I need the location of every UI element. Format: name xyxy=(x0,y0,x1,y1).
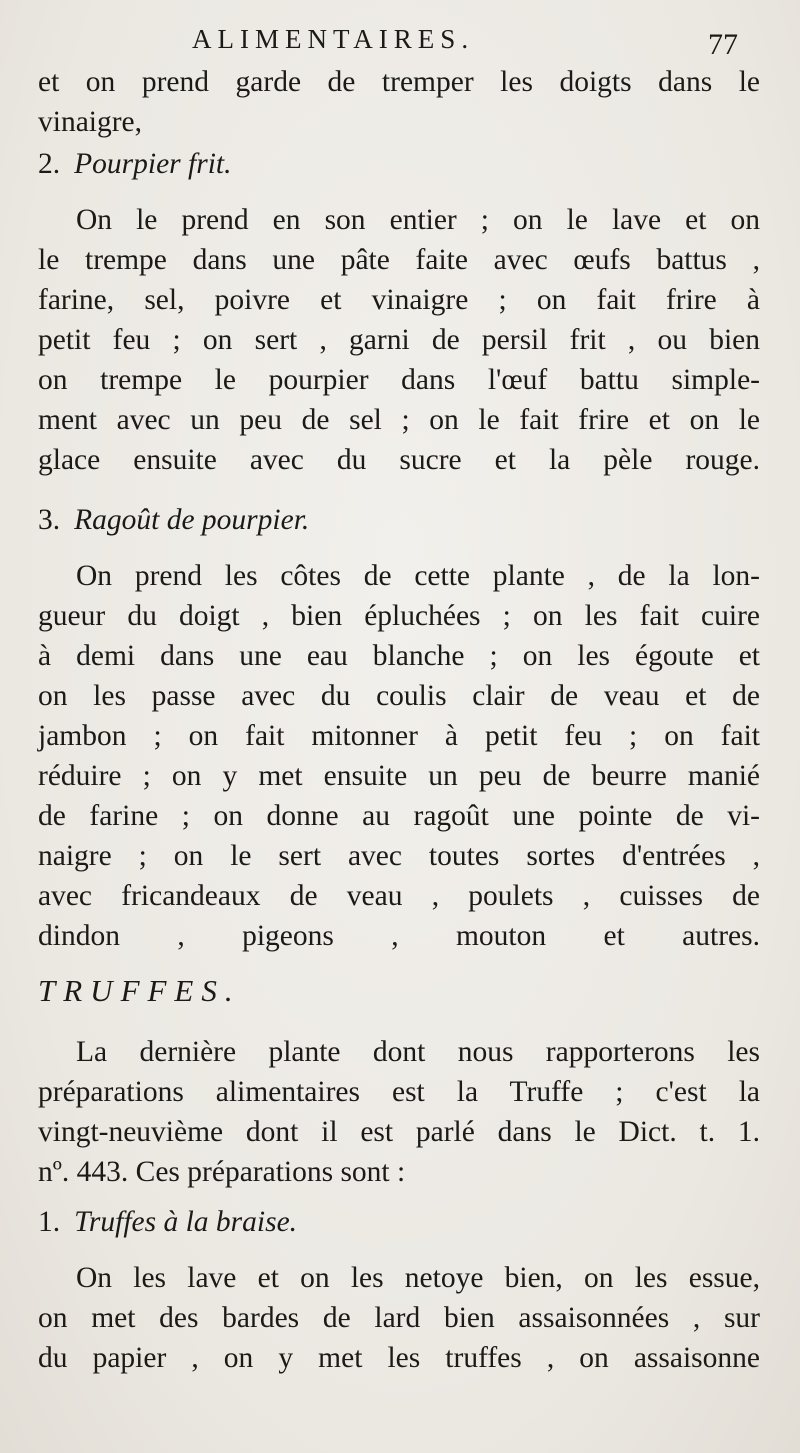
text-line: naigre ; on le sert avec toutes sortes d'entrées , xyxy=(38,840,760,872)
subheading-number: 1. xyxy=(38,1206,61,1238)
text-line: du papier , on y met les truffes , on assaisonne xyxy=(38,1342,760,1374)
text-line: on met des bardes de lard bien assaisonnées , sur xyxy=(38,1302,760,1334)
page-number: 77 xyxy=(708,28,738,61)
text-line: jambon ; on fait mitonner à petit feu ; on fait xyxy=(38,720,760,752)
text-line: glace ensuite avec du sucre et la pèle rouge. xyxy=(38,444,760,476)
text-line: On les lave et on les netoye bien, on les essue, xyxy=(76,1262,760,1294)
text-line: de farine ; on donne au ragoût une pointe de vi- xyxy=(38,800,760,832)
subheading-title: Ragoût de pourpier. xyxy=(74,504,310,536)
section-title-truffes: TRUFFES. xyxy=(38,973,241,1008)
paragraph-truffes-intro xyxy=(38,1032,760,1192)
text-line: réduire ; on y met ensuite un peu de beurre manié xyxy=(38,760,760,792)
text-line: dindon , pigeons , mouton et autres. xyxy=(38,920,760,952)
text-line: à demi dans une eau blanche ; on les égoute et xyxy=(38,640,760,672)
text-line: petit feu ; on sert , garni de persil frit , ou bien xyxy=(38,324,760,356)
text-line: vinaigre, xyxy=(38,106,143,138)
text-line: préparations alimentaires est la Truffe ; c'est la xyxy=(38,1076,760,1108)
paragraph-ragout xyxy=(38,556,760,956)
running-head: ALIMENTAIRES. xyxy=(192,24,475,54)
subheading-pourpier-frit xyxy=(38,144,760,184)
subheading-number: 2. xyxy=(38,148,61,180)
subheading-number: 3. xyxy=(38,504,61,536)
text-line: farine, sel, poivre et vinaigre ; on fait frire à xyxy=(38,284,760,316)
subheading-title: Pourpier frit. xyxy=(74,148,232,180)
intro-paragraph xyxy=(38,62,760,142)
page-text xyxy=(38,62,760,1378)
subheading-title: Truffes à la braise. xyxy=(74,1206,298,1238)
page-header xyxy=(0,18,800,68)
text-line: avec fricandeaux de veau , poulets , cuisses de xyxy=(38,880,760,912)
paragraph-truffes-braise xyxy=(38,1258,760,1378)
text-line: on trempe le pourpier dans l'œuf battu simple- xyxy=(38,364,760,396)
paragraph-pourpier-frit xyxy=(38,200,760,480)
subheading-truffes-braise xyxy=(38,1202,760,1242)
text-line: La dernière plante dont nous rapporterons les xyxy=(76,1036,760,1068)
text-line: On le prend en son entier ; on le lave et on xyxy=(76,204,760,236)
text-line: gueur du doigt , bien épluchées ; on les fait cuire xyxy=(38,600,760,632)
text-line: On prend les côtes de cette plante , de la lon- xyxy=(76,560,760,592)
text-line: nº. 443. Ces préparations sont : xyxy=(38,1156,406,1188)
subheading-ragout xyxy=(38,500,760,540)
text-line: le trempe dans une pâte faite avec œufs battus , xyxy=(38,244,760,276)
text-line: ment avec un peu de sel ; on le fait frire et on le xyxy=(38,404,760,436)
text-line: on les passe avec du coulis clair de veau et de xyxy=(38,680,760,712)
text-line: et on prend garde de tremper les doigts dans le xyxy=(38,66,760,98)
text-line: vingt-neuvième dont il est parlé dans le Dict. t. 1. xyxy=(38,1116,760,1148)
